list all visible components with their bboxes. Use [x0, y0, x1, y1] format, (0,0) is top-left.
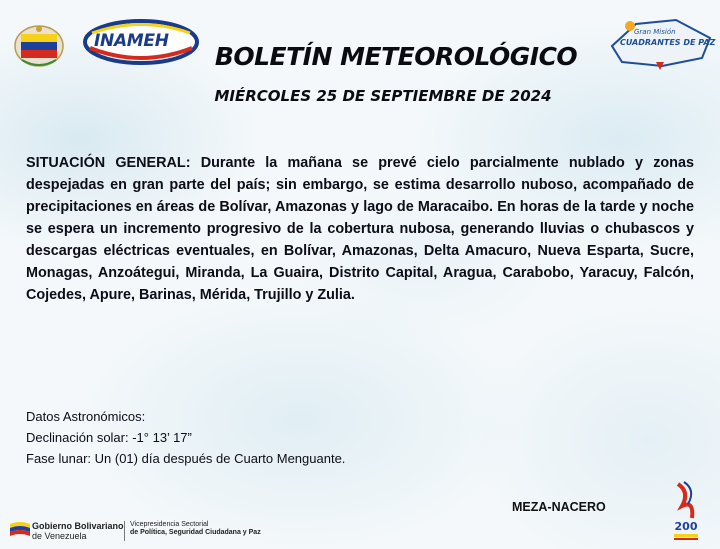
author-signature: MEZA-NACERO: [512, 500, 606, 514]
svg-text:200: 200: [674, 520, 698, 533]
general-situation-label: SITUACIÓN GENERAL:: [26, 155, 191, 171]
general-situation-text: Durante la mañana se prevé cielo parcialmente nublado y zonas despejadas en gran parte del país; sin embargo, se estima desarrollo nuboso, acompañado de precipitaciones en áreas de Bolívar, Amazonas y lago de Maracaibo. En horas de la tarde y noche se espera un incremento progresivo de la cobertura nubosa, generando lluvias o chubascos y descargas eléctricas eventuales, en Bolívar, Amazonas, Delta Amacuro, Nueva Esparta, Sucre, Monagas, Anzoátegui, Miranda, La Guaira, Distrito Capital, Aragua, Carabobo, Yaracuy, Falcón, Cojedes, Apure, Barinas, Mérida, Trujillo y Zulia.: [26, 155, 694, 303]
bulletin-title: BOLETÍN METEOROLÓGICO: [214, 42, 578, 71]
anniversary-emblem-logo: [668, 478, 704, 544]
coat-of-arms-logo: [12, 20, 66, 68]
general-situation-paragraph: [26, 152, 694, 306]
venezuela-flag-icon: [10, 520, 30, 538]
footer-divider: [124, 521, 125, 541]
bulletin-date: MIÉRCOLES 25 DE SEPTIEMBRE DE 2024: [214, 87, 552, 105]
gran-mision-cuadrantes-logo: [606, 14, 714, 74]
gov-line1: Gobierno Bolivariano: [32, 521, 124, 531]
mission-logo-line2: CUADRANTES DE PAZ: [620, 38, 716, 47]
solar-declination: Declinación solar: -1° 13’ 17”: [26, 430, 192, 445]
government-footer: [10, 516, 280, 544]
gov-line2: de Venezuela: [32, 531, 87, 541]
vp-line2: de Política, Seguridad Ciudadana y Paz: [130, 529, 261, 536]
astronomy-heading: Datos Astronómicos:: [26, 409, 146, 424]
vp-line1: Vicepresidencia Sectorial: [130, 521, 209, 528]
mission-logo-line1: Gran Misión: [634, 28, 676, 36]
astronomical-data: [26, 406, 446, 469]
inameh-logo-text: INAMEH: [94, 31, 169, 51]
moon-phase: Fase lunar: Un (01) día después de Cuarto Menguante.: [26, 451, 346, 466]
inameh-logo: [82, 18, 200, 66]
